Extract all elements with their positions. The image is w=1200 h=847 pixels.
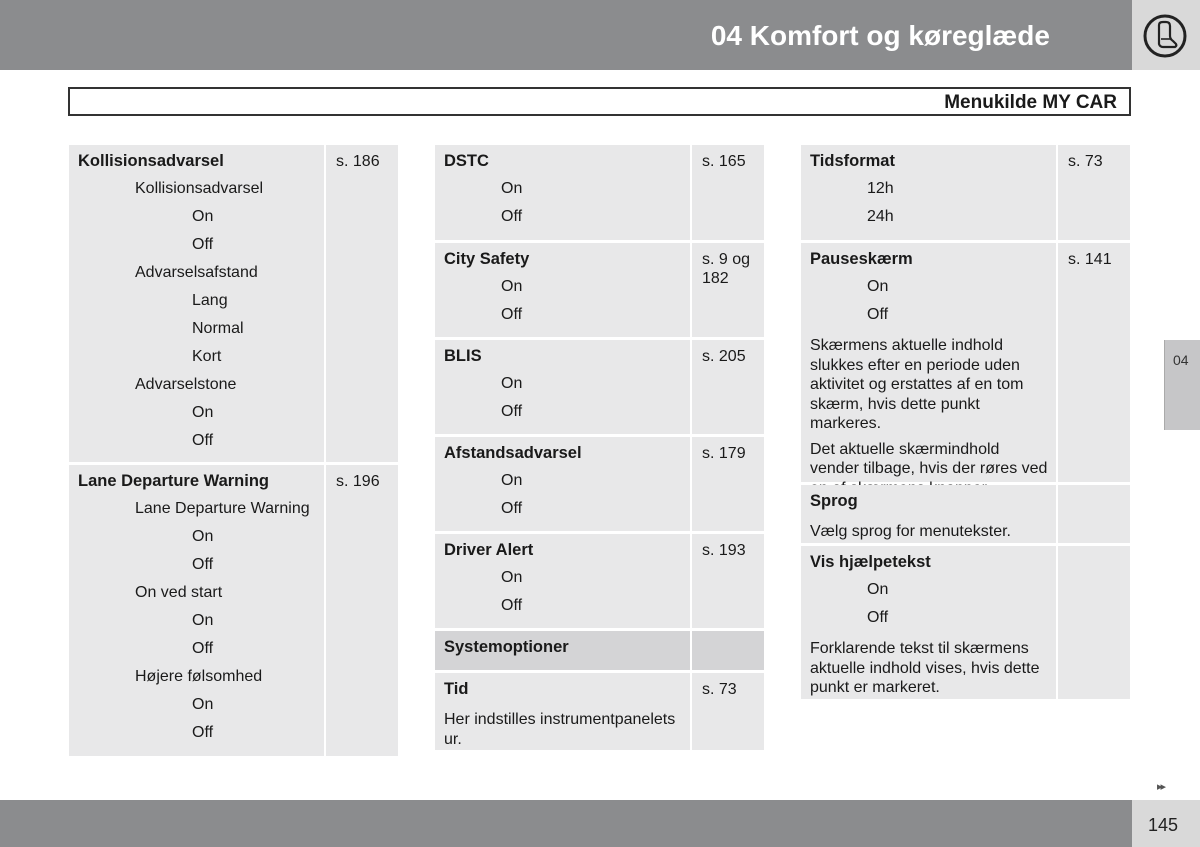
menu-description: Skærmens aktuelle indhold slukkes efter en periode uden aktivitet og erstattes af en tom skærm, hvis dette punkt markeres. [810, 337, 1024, 432]
menu-item: Kollisionsadvarsel [135, 180, 264, 197]
page-reference: s. 9 og 182 [692, 243, 764, 337]
chapter-side-tab [1164, 340, 1200, 430]
menu-title: City Safety [444, 250, 530, 268]
menu-item: Off [501, 403, 523, 420]
menu-title: Lane Departure Warning [78, 472, 269, 490]
menu-title: Systemoptioner [444, 638, 569, 656]
menu-block-city-safety [435, 243, 764, 337]
menu-title: Tid [444, 680, 469, 698]
page-reference: s. 165 [692, 145, 764, 240]
menu-block-afstandsadvarsel [435, 437, 764, 531]
menu-item: Off [192, 640, 214, 657]
menu-item: On [192, 528, 214, 545]
menu-title: Kollisionsadvarsel [78, 152, 224, 170]
chapter-icon-box [1132, 0, 1200, 70]
menu-title: Afstandsadvarsel [444, 444, 582, 462]
page-number: 145 [1148, 815, 1179, 835]
menu-block-kollisionsadvarsel [69, 145, 398, 462]
menu-item: Kort [192, 348, 222, 365]
menu-item: On ved start [135, 584, 223, 601]
menu-title: DSTC [444, 152, 489, 170]
menu-description: Vælg sprog for menutekster. [810, 523, 1011, 540]
menu-item: Off [867, 609, 889, 626]
menu-column-1 [69, 145, 398, 759]
menu-item: On [192, 612, 214, 629]
menu-title: Vis hjælpetekst [810, 553, 931, 571]
menu-item: Off [867, 306, 889, 323]
menu-item: On [501, 569, 523, 586]
menu-block-blis [435, 340, 764, 434]
menu-item: On [192, 404, 214, 421]
menu-title: Tidsformat [810, 152, 895, 170]
menu-description: Det aktuelle skærmindhold vender tilbage, hvis der røres ved [810, 440, 1048, 477]
menu-item: Off [501, 500, 523, 517]
menu-item: Off [192, 724, 214, 741]
menu-item: Advarselstone [135, 376, 237, 393]
section-heading-box [68, 87, 1131, 116]
menu-description: Her indstilles instrumentpanelets ur. [444, 711, 676, 748]
menu-item: Lang [192, 292, 228, 309]
page-reference: s. 73 [692, 673, 764, 750]
chapter-tab-label: 04 [1173, 352, 1189, 368]
menu-description: Forklarende tekst til skærmens aktuelle indhold vises, hvis dette punkt er markeret. [810, 640, 1040, 696]
page-reference: s. 196 [326, 465, 398, 756]
header-bar [0, 0, 1132, 70]
menu-block-tid [435, 673, 764, 750]
menu-block-sprog [801, 485, 1130, 543]
menu-item: 24h [867, 208, 894, 225]
menu-title: Sprog [810, 492, 858, 510]
menu-block-tidsformat [801, 145, 1130, 240]
menu-item: On [501, 375, 523, 392]
menu-item: Lane Departure Warning [135, 500, 310, 517]
menu-item: Off [501, 208, 523, 225]
menu-item: Advarselsafstand [135, 264, 258, 281]
next-page-arrow-icon: ▸▸ [1157, 781, 1165, 793]
menu-title: BLIS [444, 347, 482, 365]
menu-item: On [867, 278, 889, 295]
footer-bar [0, 800, 1132, 847]
menu-item: Off [501, 306, 523, 323]
menu-block-systemoptioner [435, 631, 764, 670]
menu-block-driver-alert [435, 534, 764, 628]
menu-title: Driver Alert [444, 541, 534, 559]
menu-block-lane-departure-warning [69, 465, 398, 756]
menu-item: Højere følsomhed [135, 668, 263, 685]
seat-icon [1142, 13, 1188, 59]
menu-block-pauseskaerm [801, 243, 1130, 482]
menu-item: Off [192, 556, 214, 573]
menu-item: Normal [192, 320, 244, 337]
page-reference: s. 186 [326, 145, 398, 462]
menu-title: Pauseskærm [810, 250, 913, 268]
section-title: Menukilde MY CAR [944, 92, 1117, 113]
menu-column-3 [801, 145, 1130, 702]
menu-item: On [501, 278, 523, 295]
menu-item: 12h [867, 180, 894, 197]
page-reference: s. 205 [692, 340, 764, 434]
menu-item: On [501, 180, 523, 197]
page-reference: s. 73 [1058, 145, 1130, 240]
page-reference: s. 141 [1058, 243, 1130, 482]
chapter-title: 04 Komfort og køreglæde [710, 20, 1050, 51]
menu-item: On [501, 472, 523, 489]
menu-block-dstc [435, 145, 764, 240]
page-number-box [1132, 800, 1200, 847]
menu-item: On [192, 696, 214, 713]
page-reference: s. 179 [692, 437, 764, 531]
menu-item: On [867, 581, 889, 598]
menu-item: Off [501, 597, 523, 614]
page-reference: s. 193 [692, 534, 764, 628]
menu-block-vis-hjaelpetekst [801, 546, 1130, 699]
menu-item: On [192, 208, 214, 225]
menu-column-2 [435, 145, 764, 753]
menu-item: Off [192, 432, 214, 449]
menu-item: Off [192, 236, 214, 253]
